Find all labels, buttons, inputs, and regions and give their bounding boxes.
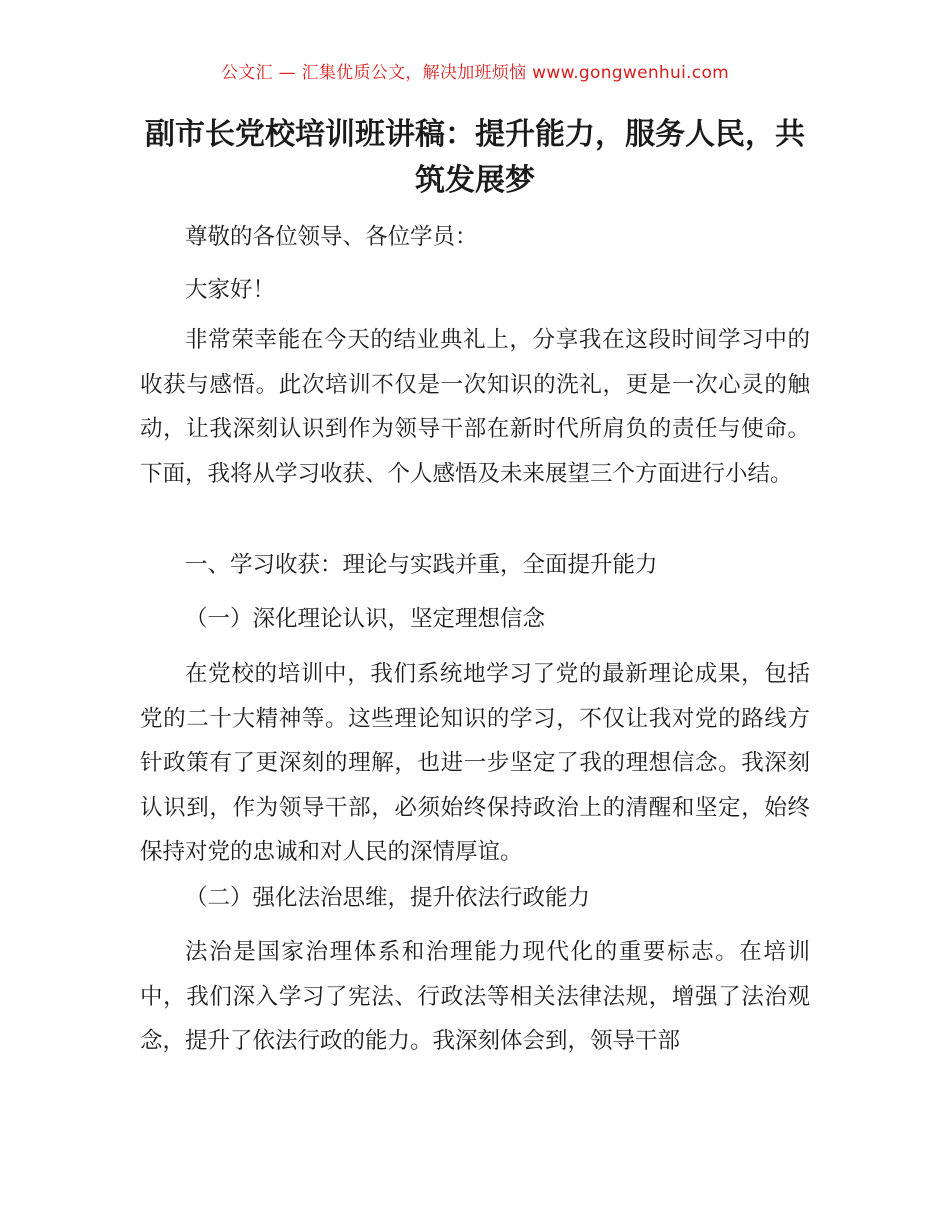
paragraph-intro bbox=[140, 318, 810, 496]
page-title: 副市长党校培训班讲稿：提升能力，服务人民，共筑发展梦 bbox=[145, 117, 805, 198]
header-website-link[interactable]: 公文汇 — 汇集优质公文，解决加班烦恼 www.gongwenhui.com bbox=[220, 63, 730, 83]
salutation-text: 尊敬的各位领导、各位学员： bbox=[185, 224, 478, 250]
paragraph-rule-of-law-text: 法治是国家治理体系和治理能力现代化的重要标志。在培训中，我们深入学习了宪法、行政法等相关法律法规，增强了法治观念，提升了依法行政的能力。我深刻体会到，领导干部 bbox=[140, 939, 810, 1054]
salutation bbox=[140, 215, 810, 260]
section-heading-1-text: 一、学习收获：理论与实践并重，全面提升能力 bbox=[185, 552, 658, 578]
greeting-text: 大家好！ bbox=[185, 277, 276, 303]
subsection-heading-1 bbox=[140, 597, 810, 642]
greeting bbox=[140, 268, 810, 313]
paragraph-theory-text: 在党校的培训中，我们系统地学习了党的最新理论成果，包括党的二十大精神等。这些理论知识的学习，不仅让我对党的路线方针政策有了更深刻的理解，也进一步坚定了我的理想信念。我深刻认识到，作为领导干部，必须始终保持政治上的清醒和坚定，始终保持对党的忠诚和对人民的深情厚谊。 bbox=[140, 661, 810, 865]
paragraph-theory bbox=[140, 652, 810, 875]
paragraph-rule-of-law bbox=[140, 930, 810, 1064]
paragraph-intro-text: 非常荣幸能在今天的结业典礼上，分享我在这段时间学习中的收获与感悟。此次培训不仅是一次知识的洗礼，更是一次心灵的触动，让我深刻认识到作为领导干部在新时代所肩负的责任与使命。下面，我将从学习收获、个人感悟及未来展望三个方面进行小结。 bbox=[140, 327, 810, 487]
subsection-heading-1-text: （一）深化理论认识，坚定理想信念 bbox=[185, 606, 546, 632]
subsection-heading-2-text: （二）强化法治思维，提升依法行政能力 bbox=[185, 885, 591, 911]
subsection-heading-2 bbox=[140, 876, 810, 921]
section-heading-1 bbox=[140, 543, 810, 588]
